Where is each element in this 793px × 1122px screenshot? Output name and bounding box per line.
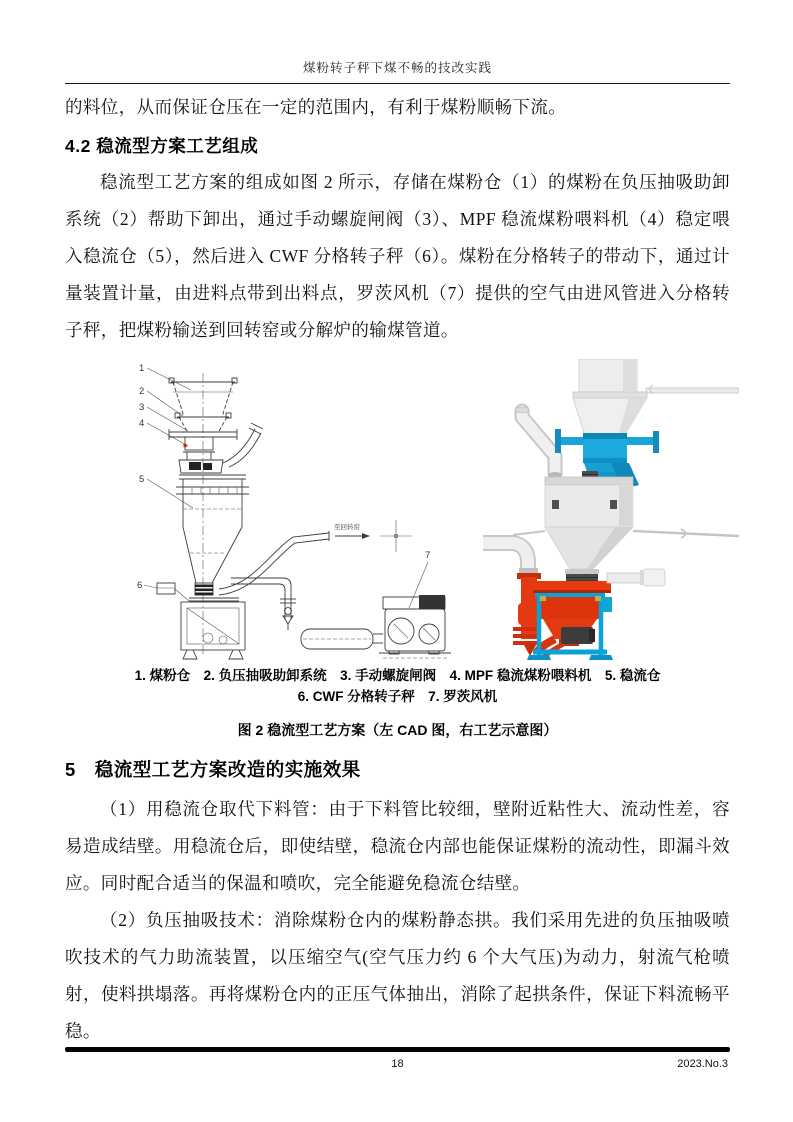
running-head-title: 煤粉转子秤下煤不畅的技改实践 bbox=[65, 58, 730, 84]
svg-text:5: 5 bbox=[139, 474, 145, 485]
red-mark bbox=[184, 444, 187, 447]
cad-mpf-feeder bbox=[179, 460, 223, 473]
page-content bbox=[65, 0, 730, 1050]
svg-text:6: 6 bbox=[137, 580, 143, 591]
footer-rule bbox=[65, 1047, 730, 1052]
render-inlet-pipe bbox=[515, 407, 562, 478]
issue-label: 2023.No.3 bbox=[677, 1058, 728, 1070]
section-4-2-heading: 4.2 稳流型方案工艺组成 bbox=[65, 136, 259, 156]
render-silo-cone bbox=[573, 359, 739, 436]
svg-text:3: 3 bbox=[139, 402, 145, 413]
cad-stabilizing-bin bbox=[176, 475, 249, 595]
intro-paragraph: 的料位，从而保证仓压在一定的范围内，有利于煤粉顺畅下流。 bbox=[65, 97, 567, 117]
figure-2 bbox=[65, 357, 730, 663]
svg-text:4: 4 bbox=[139, 418, 145, 429]
cad-diagram bbox=[133, 357, 498, 663]
svg-text:2: 2 bbox=[139, 386, 145, 397]
page-number: 18 bbox=[391, 1058, 404, 1070]
to-kiln-label: 至回转窑 bbox=[334, 524, 360, 531]
render-stabilizing-bin bbox=[513, 477, 739, 585]
cad-roots-blower bbox=[231, 578, 451, 658]
figure-legend bbox=[65, 665, 730, 707]
svg-text:1: 1 bbox=[139, 363, 145, 374]
figure-caption: 图 2 稳流型工艺方案（左 CAD 图，右工艺示意图） bbox=[237, 722, 558, 738]
figure-legend-line2: 6. CWF 分格转子秤 7. 罗茨风机 bbox=[297, 689, 498, 704]
svg-text:7: 7 bbox=[425, 550, 431, 561]
render-left-pipe bbox=[483, 543, 538, 574]
cad-callouts bbox=[137, 363, 430, 608]
section-5-heading: 5 稳流型工艺方案改造的实施效果 bbox=[65, 759, 361, 780]
page-footer bbox=[65, 1047, 730, 1074]
section-5-paragraph-2: （2）负压抽吸技术：消除煤粉仓内的煤粉静态拱。我们采用先进的负压抽吸喷吹技术的气力助流装置，以压缩空气(空气压力约 6 个大气压)为动力，射流气枪喷射，使料拱塌落。再将煤粉仓内的正压气体抽出，消除了起拱条件，保证下料流畅平稳。 bbox=[65, 910, 730, 1041]
section-4-2-paragraph: 稳流型工艺方案的组成如图 2 所示，存储在煤粉仓（1）的煤粉在负压抽吸助卸系统（2）帮助下卸出，通过手动螺旋闸阀（3）、MPF 稳流煤粉喂料机（4）稳定喂入稳流仓（5），然后进入 CWF 分格转子秤（6）。煤粉在分格转子的带动下，通过计量装置计量，由进料点带到出料点，罗茨风机（7）提供的空气由进风管进入分格转子秤，把煤粉输送到回转窑或分解炉的输煤管道。 bbox=[65, 172, 730, 340]
cad-air-pipe bbox=[223, 423, 263, 467]
figure-legend-line1: 1. 煤粉仓 2. 负压抽吸助卸系统 3. 手动螺旋闸阀 4. MPF 稳流煤粉喂料机 5. 稳流仓 bbox=[134, 668, 661, 683]
section-5-paragraph-1: （1）用稳流仓取代下料管：由于下料管比较细，壁附近粘性大、流动性差，容易造成结壁。用稳流仓后，即使结壁，稳流仓内部也能保证煤粉的流动性，即漏斗效应。同时配合适当的保温和喷吹，完全能避免稳流仓结壁。 bbox=[65, 799, 730, 893]
render-motor bbox=[561, 627, 595, 644]
process-render bbox=[483, 359, 739, 667]
